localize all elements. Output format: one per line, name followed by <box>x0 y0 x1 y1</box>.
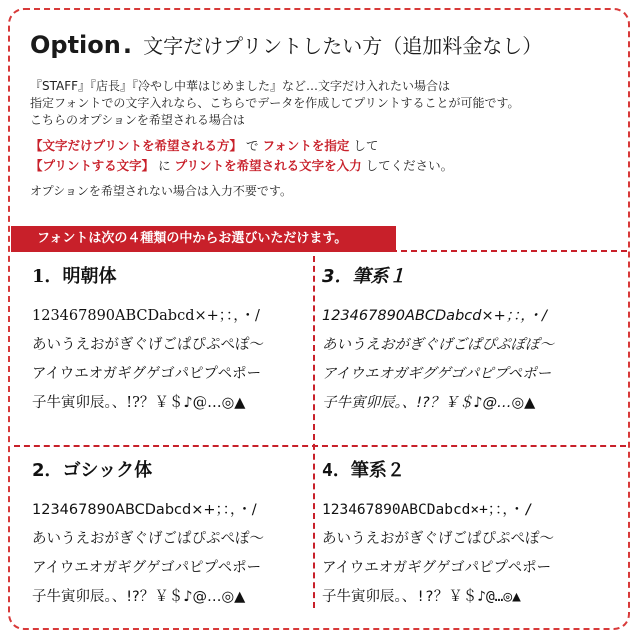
instructions <box>30 136 453 176</box>
vertical-divider <box>313 256 315 608</box>
sample-line: 子牛寅卯辰。、!?？￥＄♪@…◎▲ <box>32 589 246 605</box>
description-line-1: 『STAFF』『店長』『冷やし中華はじめました』など…文字だけ入れたい場合は <box>30 79 451 93</box>
sample-line: 子牛寅卯辰。、!?？￥＄♪@…◎▲ <box>32 395 246 411</box>
font-sample-brush-1 <box>322 262 554 418</box>
font-sample-mincho <box>32 262 264 418</box>
option-title: 文字だけプリントしたい方（追加料金なし） <box>143 34 543 58</box>
sample-line: あいうえおがぎぐげごぱぴぷぺぽ～ <box>32 337 264 353</box>
sample-line: アイウエオガギグゲゴパピプペポー <box>322 560 552 576</box>
font-title: 3．筆系１ <box>322 266 407 287</box>
option-dot: . <box>122 31 132 59</box>
font-title: 2．ゴシック体 <box>32 460 153 481</box>
sample-line: 子牛寅卯辰。、!?？￥＄♪@…◎▲ <box>322 589 521 605</box>
font-title: 4．筆系２ <box>322 460 405 481</box>
instruction-particle: に <box>158 158 171 173</box>
sample-line: 123467890ABCDabcd×+；：，・/ <box>322 308 547 324</box>
font-sample-gothic <box>32 456 264 612</box>
instruction-particle: で <box>246 138 259 153</box>
horizontal-divider <box>14 445 626 447</box>
sample-line: アイウエオガギグゲゴパピプペポー <box>32 366 262 382</box>
instruction-particle: してください。 <box>365 158 454 173</box>
option-word: Option <box>30 31 121 59</box>
sample-line: 123467890ABCDabcd×+；：，・/ <box>32 308 260 324</box>
instruction-line-1 <box>30 136 453 156</box>
instruction-field-text: 【プリントする文字】 <box>30 158 155 173</box>
description <box>30 78 519 129</box>
sample-line: 123467890ABCDabcd×+；：，・/ <box>32 502 257 518</box>
instruction-particle: して <box>353 138 379 153</box>
instruction-field-font: 【文字だけプリントを希望される方】 <box>30 138 243 153</box>
font-banner: フォントは次の４種類の中からお選びいただけます。 <box>11 226 396 252</box>
note: オプションを希望されない場合は入力不要です。 <box>30 184 292 198</box>
font-sample-brush-2 <box>322 456 554 612</box>
instruction-action-text: プリントを希望される文字を入力 <box>174 158 362 173</box>
sample-line: あいうえおがぎぐげごぱぴぷぺぽ～ <box>32 531 264 547</box>
sample-line: あいうえおがぎぐげごぱぴぷぽぽ～ <box>322 337 554 353</box>
instruction-line-2 <box>30 156 453 176</box>
instruction-action-font: フォントを指定 <box>262 138 350 153</box>
font-title: 1．明朝体 <box>32 266 117 287</box>
sample-line: 123467890ABCDabcd×+；：，・/ <box>322 502 533 518</box>
sample-line: アイウエオガギグゲゴパピプペポー <box>322 366 552 382</box>
option-header <box>30 30 542 59</box>
sample-line: 子牛寅卯辰。、!?？￥＄♪@…◎▲ <box>322 395 536 411</box>
sample-line: あいうえおがぎぐげごぱぴぷぺぽ～ <box>322 531 554 547</box>
description-line-2: 指定フォントでの文字入れなら、こちらでデータを作成してプリントすることが可能です。 <box>30 96 520 110</box>
sample-line: アイウエオガギグゲゴパピプペポー <box>32 560 262 576</box>
description-line-3: こちらのオプションを希望される場合は <box>30 113 245 127</box>
banner-divider <box>11 250 627 253</box>
